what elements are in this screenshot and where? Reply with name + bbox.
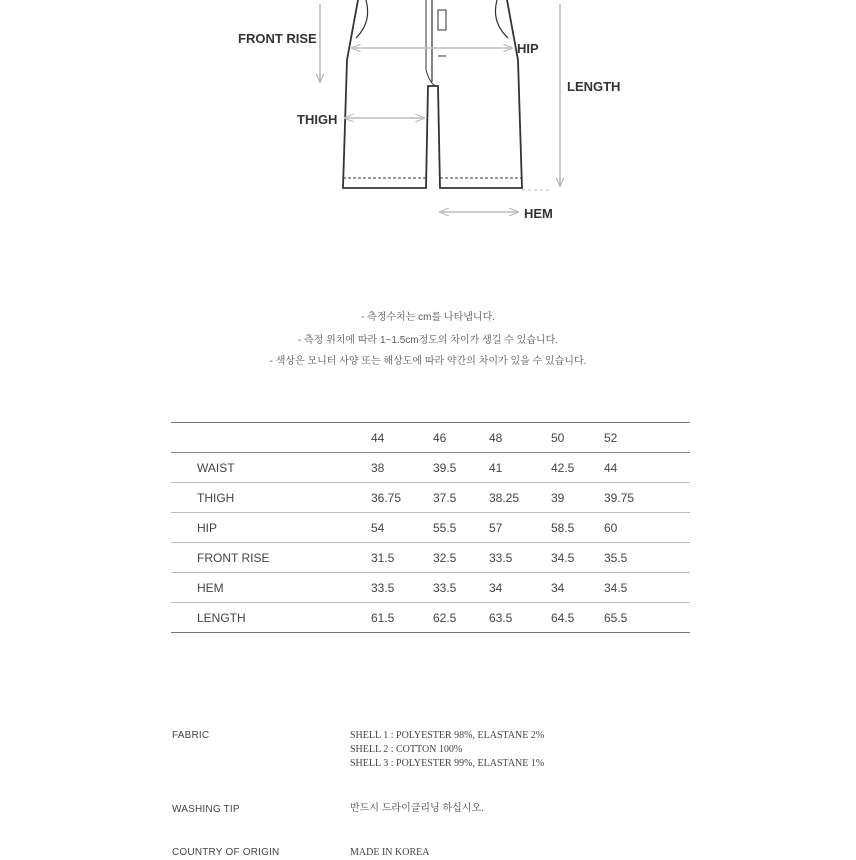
table-cell: 36.75: [371, 483, 433, 513]
fabric-line: SHELL 2 : COTTON 100%: [350, 744, 463, 755]
row-label: WAIST: [171, 453, 371, 483]
table-cell: 33.5: [371, 573, 433, 603]
fabric-line: SHELL 1 : POLYESTER 98%, ELASTANE 2%: [350, 730, 545, 741]
size-header: 44: [371, 423, 433, 453]
table-cell: 44: [604, 453, 690, 483]
row-label: FRONT RISE: [171, 543, 371, 573]
table-cell: 39.75: [604, 483, 690, 513]
row-label: THIGH: [171, 483, 371, 513]
table-cell: 58.5: [551, 513, 604, 543]
shorts-illustration: [0, 0, 856, 240]
table-cell: 61.5: [371, 603, 433, 633]
table-cell: 31.5: [371, 543, 433, 573]
table-cell: 38: [371, 453, 433, 483]
table-row: [171, 573, 690, 603]
hem-label: HEM: [524, 206, 553, 221]
size-header: 52: [604, 423, 690, 453]
header-corner: [171, 423, 371, 453]
table-row: [171, 543, 690, 573]
measurement-diagram: [0, 0, 856, 240]
note-unit: - 측정수치는 cm를 나타냅니다.: [360, 312, 496, 323]
table-cell: 64.5: [551, 603, 604, 633]
table-row: [171, 483, 690, 513]
table-cell: 60: [604, 513, 690, 543]
table-cell: 39: [551, 483, 604, 513]
size-table: [171, 422, 690, 633]
origin-label: COUNTRY OF ORIGIN: [172, 847, 280, 858]
size-header: 50: [551, 423, 604, 453]
table-row: [171, 453, 690, 483]
table-cell: 55.5: [433, 513, 489, 543]
table-cell: 42.5: [551, 453, 604, 483]
row-label: HEM: [171, 573, 371, 603]
table-cell: 32.5: [433, 543, 489, 573]
washing-tip-value: 반드시 드라이클리닝 하십시오.: [350, 803, 484, 814]
table-cell: 35.5: [604, 543, 690, 573]
origin-value: MADE IN KOREA: [350, 847, 430, 858]
hip-label: HIP: [517, 41, 539, 56]
table-cell: 34: [551, 573, 604, 603]
thigh-label: THIGH: [297, 112, 338, 127]
table-cell: 33.5: [489, 543, 551, 573]
table-cell: 54: [371, 513, 433, 543]
table-cell: 63.5: [489, 603, 551, 633]
size-header: 46: [433, 423, 489, 453]
fabric-composition: [350, 729, 544, 771]
fabric-label: FABRIC: [172, 730, 210, 741]
table-cell: 34.5: [551, 543, 604, 573]
front-rise-label: FRONT RISE: [238, 31, 317, 46]
table-cell: 65.5: [604, 603, 690, 633]
table-cell: 34.5: [604, 573, 690, 603]
table-cell: 34: [489, 573, 551, 603]
table-cell: 38.25: [489, 483, 551, 513]
note-color: - 색상은 모니터 사양 또는 해상도에 따라 약간의 차이가 있을 수 있습니다.: [269, 356, 587, 367]
note-tolerance: - 측정 위치에 따라 1~1.5cm정도의 차이가 생길 수 있습니다.: [297, 335, 559, 346]
length-label: LENGTH: [567, 79, 621, 94]
table-cell: 57: [489, 513, 551, 543]
table-cell: 39.5: [433, 453, 489, 483]
row-label: LENGTH: [171, 603, 371, 633]
table-row: [171, 513, 690, 543]
size-header: 48: [489, 423, 551, 453]
fabric-line: SHELL 3 : POLYESTER 99%, ELASTANE 1%: [350, 758, 545, 769]
size-header-row: [171, 423, 690, 453]
row-label: HIP: [171, 513, 371, 543]
table-row: [171, 603, 690, 633]
table-cell: 33.5: [433, 573, 489, 603]
washing-tip-label: WASHING TIP: [172, 804, 240, 815]
shorts-outline: [343, 0, 522, 188]
table-cell: 62.5: [433, 603, 489, 633]
table-cell: 41: [489, 453, 551, 483]
table-cell: 37.5: [433, 483, 489, 513]
